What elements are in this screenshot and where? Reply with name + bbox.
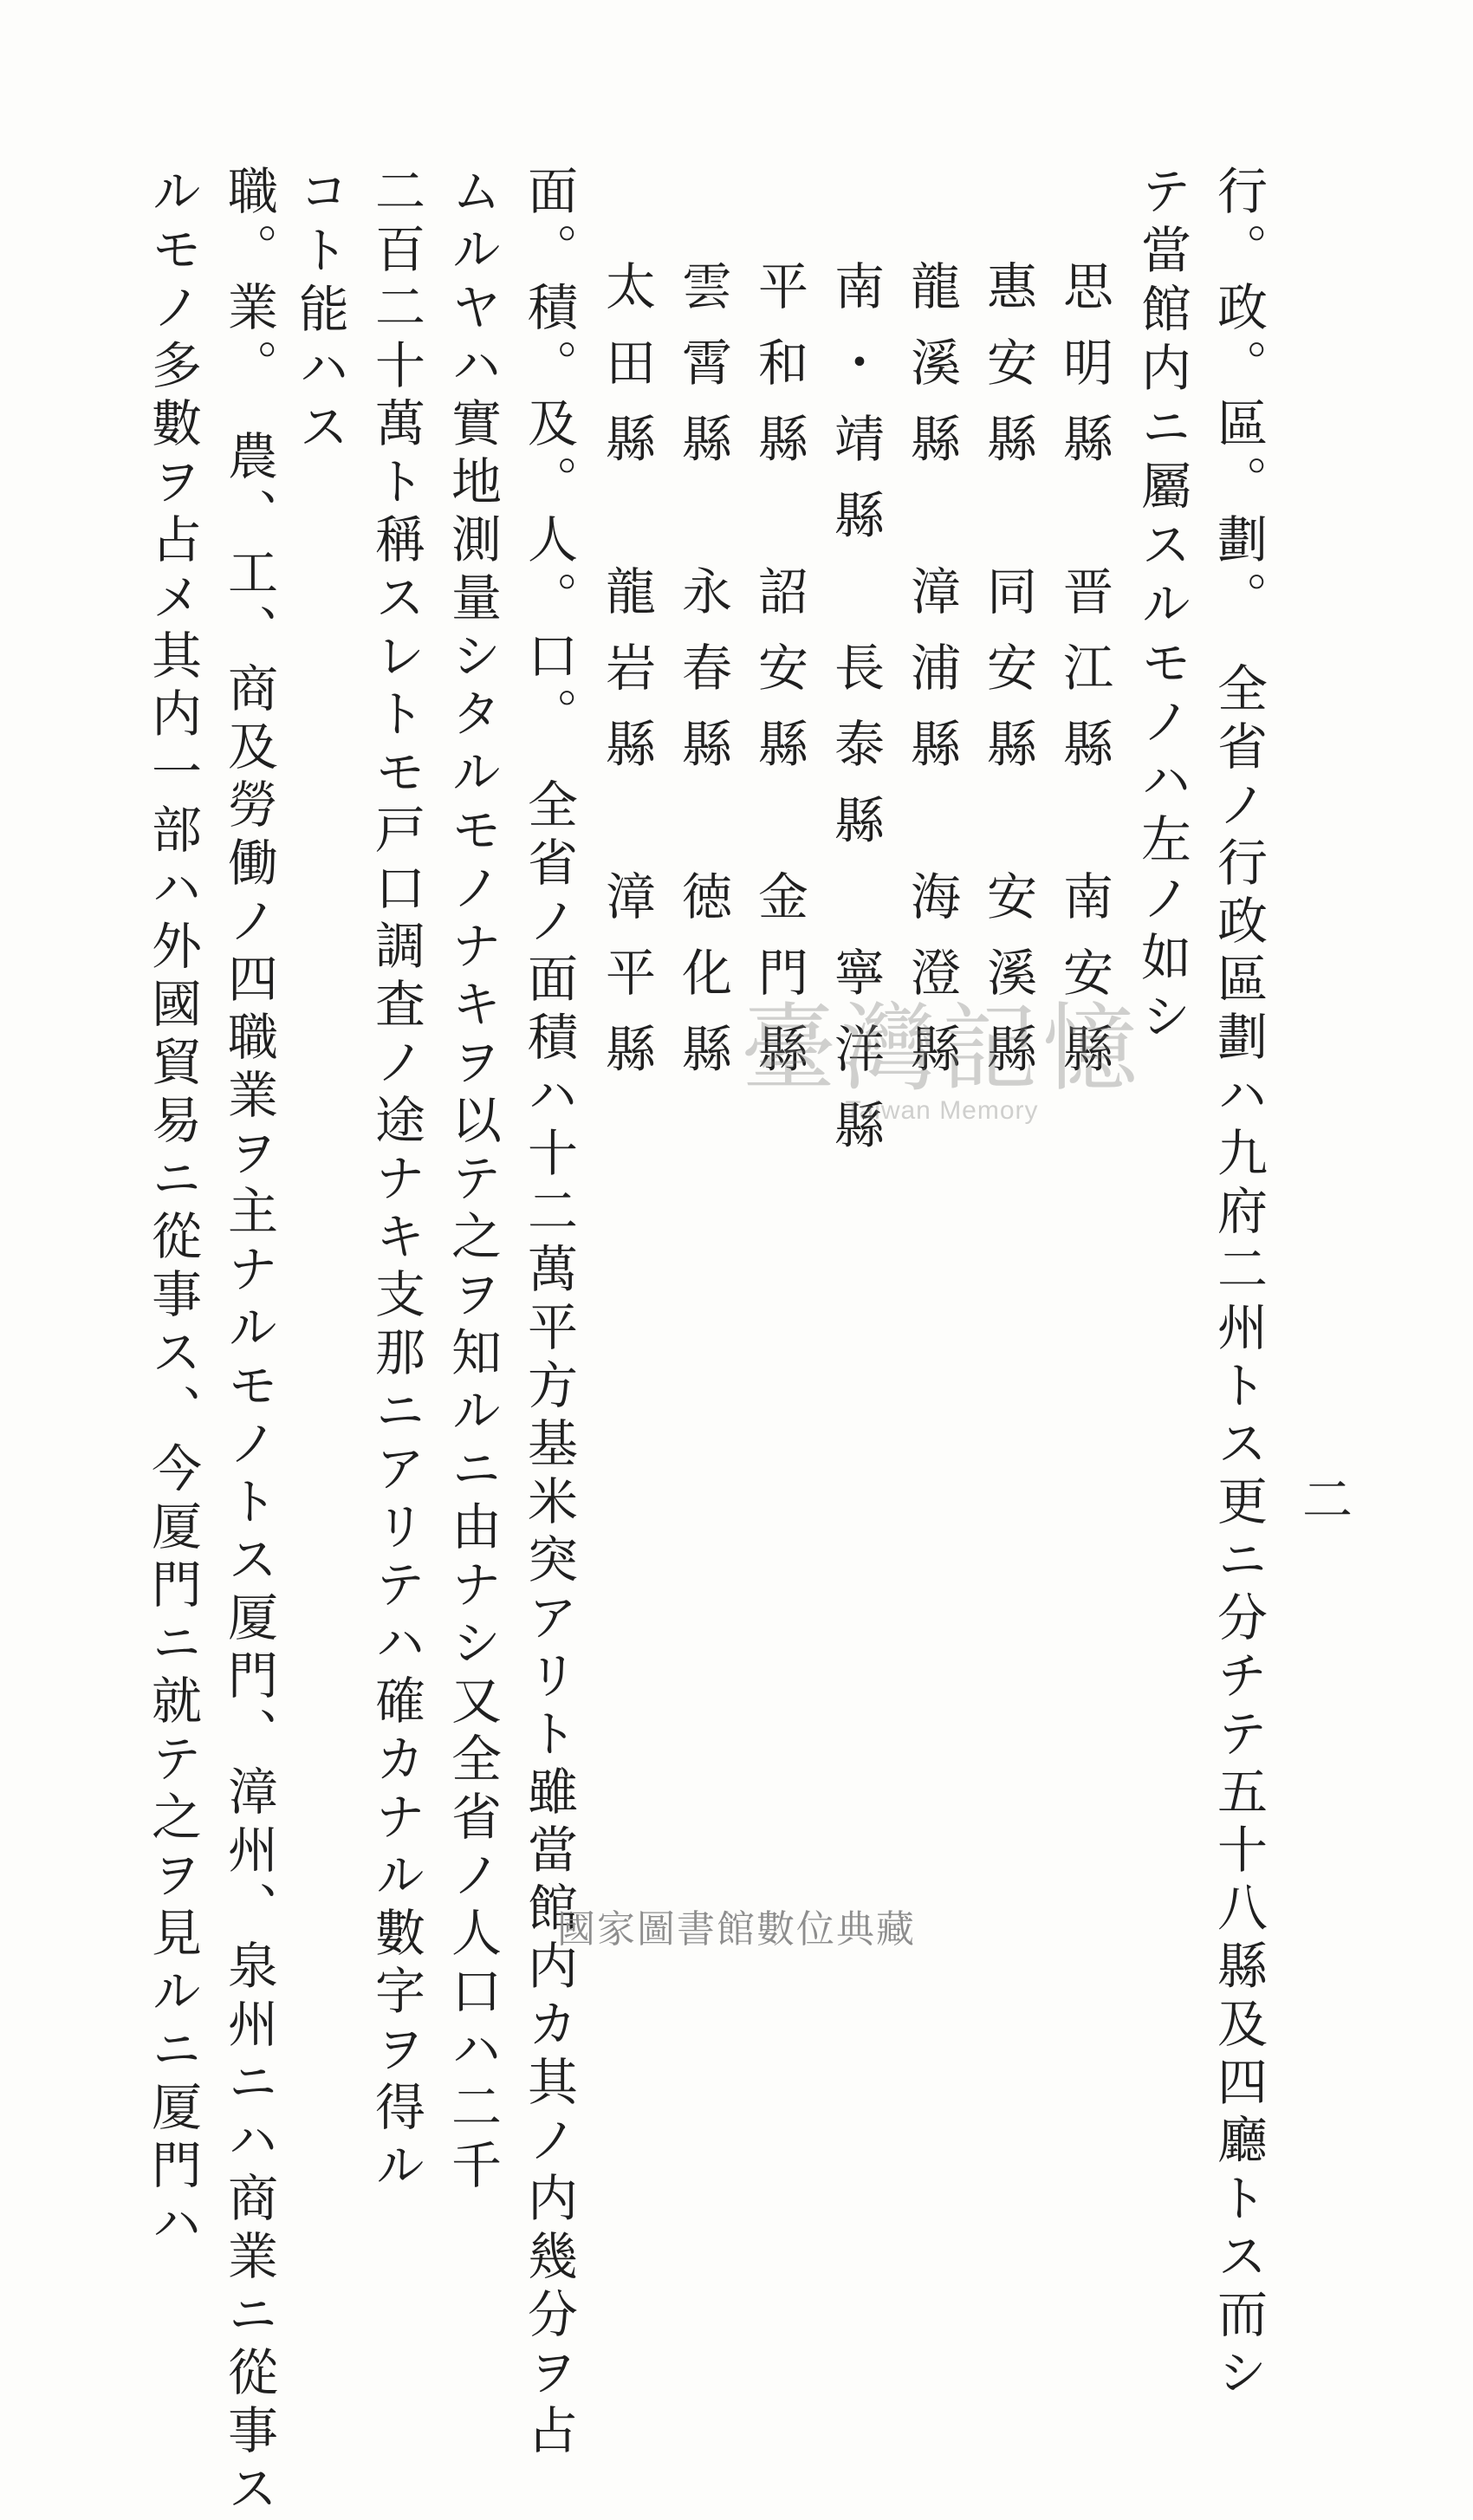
text-column-11: ムルヤハ實地測量シタルモノナキヲ以テ之ヲ知ルニ由ナシ又全省ノ人口ハ二千 — [443, 165, 502, 2197]
text-column-14: 職。業。 農、工、商及勞働ノ四職業ヲ主ナルモノトス厦門、漳州、泉州ニハ商業ニ從事ス — [219, 165, 278, 2520]
text-column-2: テ當館内ニ屬スルモノハ左ノ如シ — [1132, 165, 1191, 1049]
footer-collection-label: 國家圖書館數位典藏 — [557, 1907, 916, 1952]
district-list-column-6: 雲霄縣 永春縣 徳化縣 — [673, 260, 732, 1099]
text-column-12: 二百二十萬ト稱スレトモ戸口調査ノ途ナキ支那ニアリテハ確カナル數字ヲ得ル — [367, 165, 425, 2197]
text-column-1: 行。政。區。劃。 全省ノ行政區劃ハ九府二州トス更ニ分チテ五十八縣及四廳トス而シ — [1209, 165, 1268, 2404]
district-list-column-2: 惠安縣 同安縣 安溪縣 — [978, 260, 1037, 1099]
watermark-english: Taiwan Memory — [845, 1096, 1039, 1125]
district-list-column-7: 太田縣 龍岩縣 漳平縣 — [597, 260, 656, 1099]
text-column-10: 面。積。及。人。口。 全省ノ面積ハ十二萬平方基米突アリト雖當館内カ其ノ内幾分ヲ占 — [519, 165, 578, 2462]
text-column-15: ルモノ多數ヲ占メ其内一部ハ外國貿易ニ從事ス、今厦門ニ就テ之ヲ見ルニ厦門ハ — [143, 165, 202, 2255]
page-number: 二 — [1294, 1473, 1353, 1523]
text-column-13: コト能ハス — [290, 165, 349, 459]
watermark-chinese: 臺灣記憶 — [741, 993, 1143, 1104]
district-list-column-3: 龍溪縣 漳浦縣 海澄縣 — [902, 260, 961, 1099]
district-list-column-1: 思明縣 晋江縣 南安縣 — [1054, 260, 1113, 1099]
district-list-column-4: 南・靖縣 長泰縣 寧洋縣 — [826, 260, 885, 1175]
district-list-column-5: 平和縣 詔安縣 金門縣 — [749, 260, 808, 1099]
